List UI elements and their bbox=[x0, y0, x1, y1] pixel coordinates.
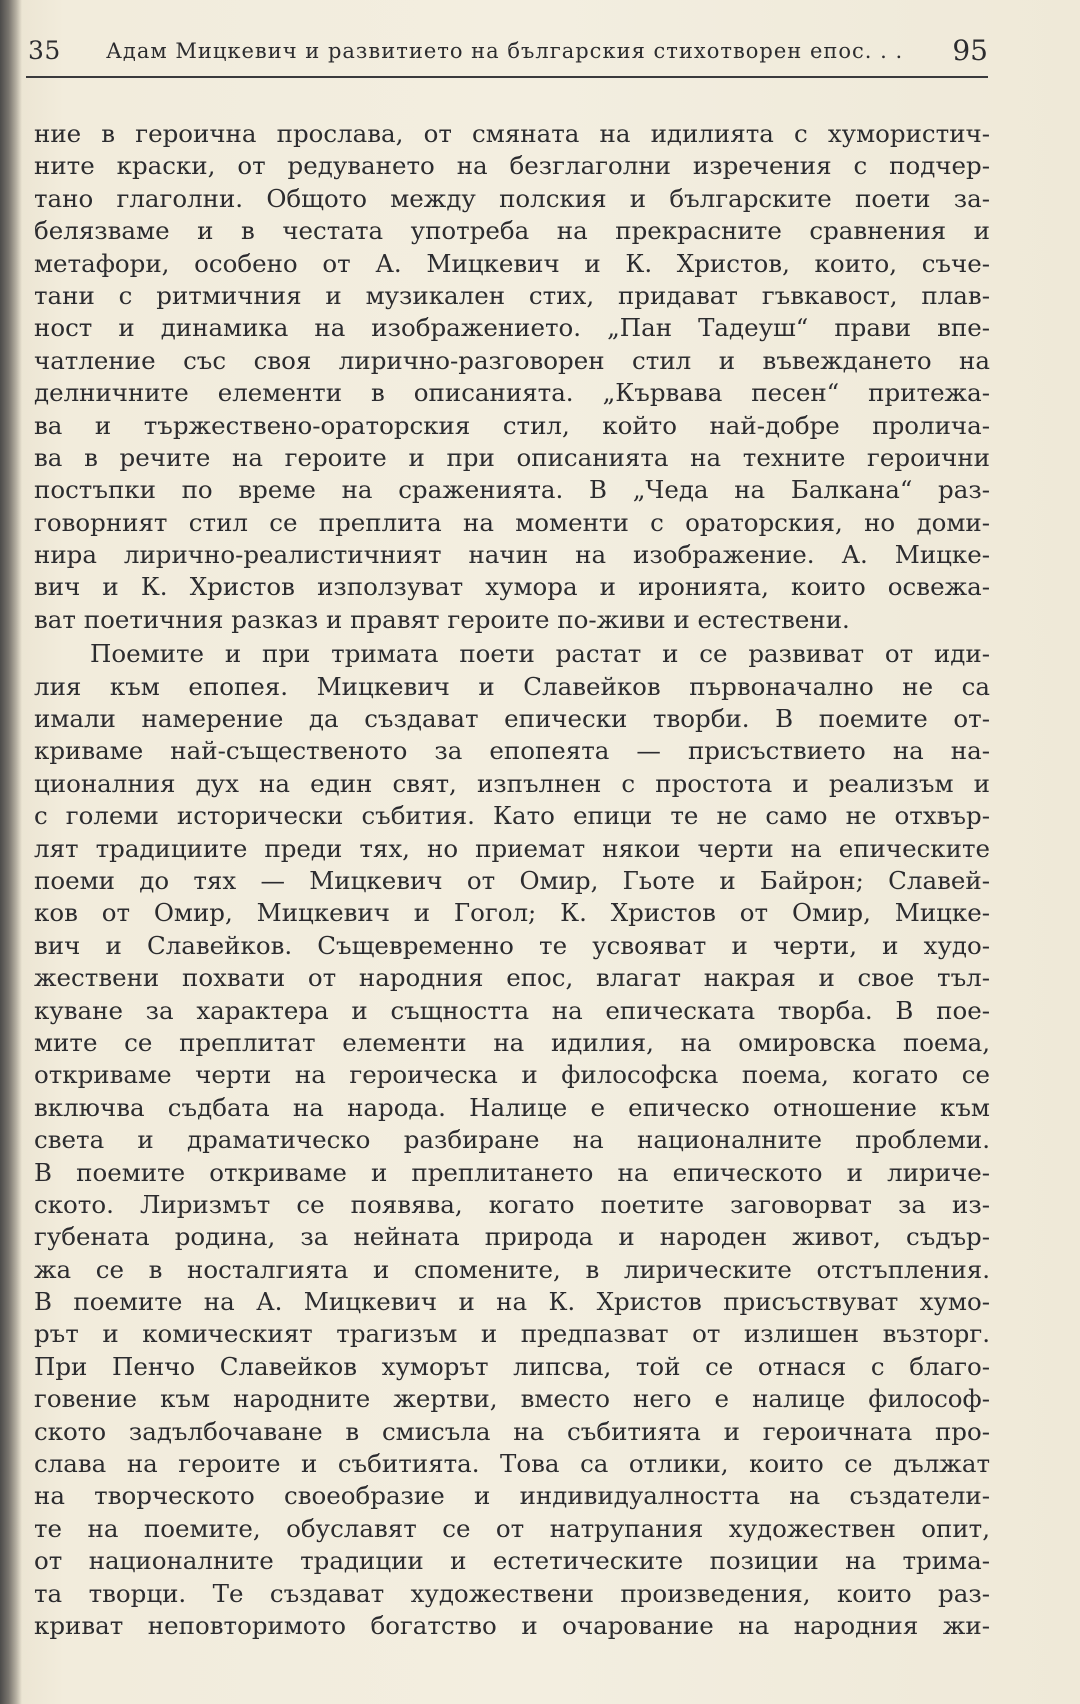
text-line: В поемите откриваме и преплитането на епическото и лириче- bbox=[34, 1157, 990, 1187]
text-line: При Пенчо Славейков хуморът липсва, той се отнася с благо- bbox=[34, 1351, 990, 1381]
text-line: белязваме и в честата употреба на прекрасните сравнения и bbox=[34, 216, 990, 246]
text-line: рът и комическият трагизъм и предпазват от излишен възторг. bbox=[34, 1319, 990, 1349]
text-line: ционалния дух на един свят, изпълнен с простота и реализъм и bbox=[34, 768, 990, 798]
text-line: вич и Славейков. Същевременно те усвояват и черти, и худо- bbox=[34, 930, 990, 960]
text-line: В поемите на А. Мицкевич и на К. Христов присъствуват хумо- bbox=[34, 1287, 990, 1317]
left-page-number: 35 bbox=[28, 36, 61, 65]
text-line: криват неповторимото богатство и очарование на народния жи- bbox=[34, 1610, 990, 1640]
text-line: слава на героите и събитията. Това са отлики, които се дължат bbox=[34, 1449, 990, 1479]
text-line: включва съдбата на народа. Налице е епическо отношение към bbox=[34, 1092, 990, 1122]
text-line: постъпки по време на сраженията. В „Чеда на Балкана“ раз- bbox=[34, 475, 990, 505]
text-line: Поемите и при тримата поети растат и се развиват от иди- bbox=[90, 639, 990, 669]
text-line: откриваме черти на героическа и философска поема, когато се bbox=[34, 1060, 990, 1090]
text-line: куване за характера и същността на епическата творба. В пое- bbox=[34, 995, 990, 1025]
text-line: та творци. Те създават художествени произведения, които раз- bbox=[34, 1578, 990, 1608]
text-line: губената родина, за нейната природа и народен живот, съдър- bbox=[34, 1222, 990, 1252]
page-number: 95 bbox=[952, 34, 988, 67]
text-line: криваме най-същественото за епопеята — присъствието на на- bbox=[34, 736, 990, 766]
text-line: ков от Омир, Мицкевич и Гогол; К. Христов от Омир, Мицке- bbox=[34, 898, 990, 928]
text-line: ва в речите на героите и при описанията на техните героични bbox=[34, 442, 990, 472]
text-line: тано глаголни. Общото между полския и българските поети за- bbox=[34, 183, 990, 213]
text-line: ние в героична прослава, от смяната на идилията с хумористич- bbox=[34, 119, 990, 148]
text-line: мите се преплитат елементи на идилия, на омировска поема, bbox=[34, 1027, 990, 1057]
header-rule bbox=[26, 76, 988, 78]
spine-shadow bbox=[0, 0, 22, 1704]
text-line: метафори, особено от А. Мицкевич и К. Христов, които, съче- bbox=[34, 248, 990, 278]
text-line: жествени похвати от народния епос, влагат накрая и свое тъл- bbox=[34, 963, 990, 993]
text-line: ват поетичния разказ и правят героите по-живи и естествени. bbox=[34, 604, 850, 634]
paragraph-1 bbox=[34, 118, 990, 636]
text-line: ското задълбочаване в смисъла на събитията и героичната про- bbox=[34, 1416, 990, 1446]
text-line: с големи исторически събития. Като епици те не само не отхвър- bbox=[34, 801, 990, 831]
text-line: ните краски, от редуването на безглаголни изречения с подчер- bbox=[34, 151, 990, 181]
text-line: имали намерение да създават епически творби. В поемите от- bbox=[34, 704, 990, 734]
text-line: говорният стил се преплита на моменти с ораторския, но доми- bbox=[34, 507, 990, 537]
text-line: ност и динамика на изображението. „Пан Тадеуш“ прави впе- bbox=[34, 313, 990, 343]
text-line: света и драматическо разбиране на националните проблеми. bbox=[34, 1125, 990, 1155]
paragraph-2 bbox=[34, 638, 990, 1642]
running-title: Адам Мицкевич и развитието на българския стихотворен епос. . . bbox=[106, 39, 904, 63]
text-line: делничните елементи в описанията. „Кървава песен“ притежа- bbox=[34, 378, 990, 408]
text-line: тани с ритмичния и музикален стих, придават гъвкавост, плав- bbox=[34, 280, 990, 310]
body-text bbox=[34, 118, 990, 1642]
text-line: говение към народните жертви, вместо него е налице философ- bbox=[34, 1384, 990, 1414]
text-line: поеми до тях — Мицкевич от Омир, Гьоте и Байрон; Славей- bbox=[34, 865, 990, 895]
text-line: ва и тържествено-ораторския стил, който най-добре пролича- bbox=[34, 410, 990, 440]
text-line: на творческото своеобразие и индивидуалността на създатели- bbox=[34, 1481, 990, 1511]
text-line: лия към епопея. Мицкевич и Славейков първоначално не са bbox=[34, 671, 990, 701]
running-head bbox=[28, 30, 988, 76]
text-line: от националните традиции и естетическите позиции на трима- bbox=[34, 1546, 990, 1576]
text-line: те на поемите, обуславят се от натрупания художествен опит, bbox=[34, 1513, 990, 1543]
text-line: чатление със своя лирично-разговорен стил и въвеждането на bbox=[34, 345, 990, 375]
text-line: ското. Лиризмът се появява, когато поетите заговорват за из- bbox=[34, 1189, 990, 1219]
text-line: нира лирично-реалистичният начин на изображение. А. Мицке- bbox=[34, 540, 990, 570]
text-line: лят традициите преди тях, но приемат някои черти на епическите bbox=[34, 833, 990, 863]
text-line: жа се в носталгията и спомените, в лирическите отстъпления. bbox=[34, 1254, 990, 1284]
text-line: вич и К. Христов използуват хумора и иронията, които освежа- bbox=[34, 572, 990, 602]
